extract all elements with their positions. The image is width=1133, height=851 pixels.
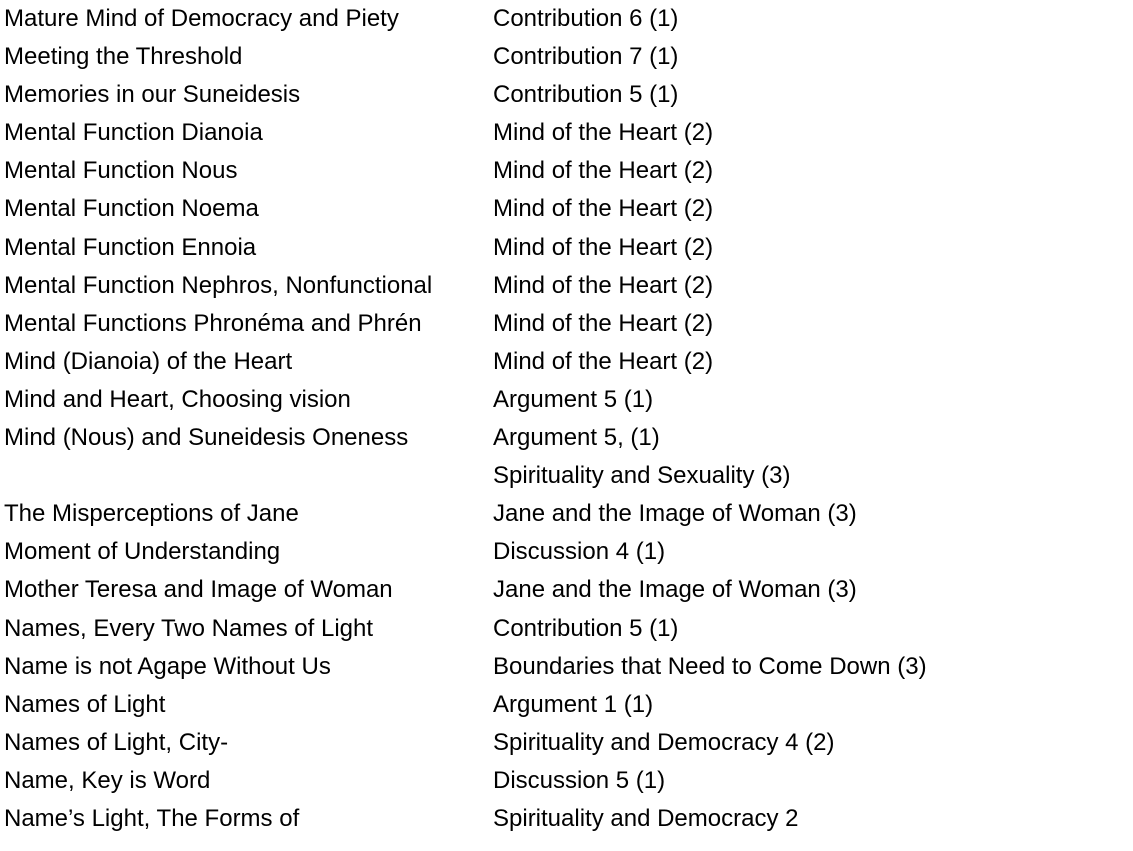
index-reference: Mind of the Heart (2) <box>493 195 714 223</box>
index-term: Names, Every Two Names of Light <box>4 614 374 642</box>
index-term: Name, Key is Word <box>4 766 211 794</box>
index-reference: Mind of the Heart (2) <box>493 157 714 185</box>
index-reference: Mind of the Heart (2) <box>493 309 714 337</box>
index-entry <box>4 419 1129 457</box>
index-entry <box>4 114 1129 152</box>
index-list <box>4 0 1129 838</box>
index-reference: Mind of the Heart (2) <box>493 347 714 375</box>
index-reference: Contribution 6 (1) <box>493 5 679 32</box>
index-entry <box>4 571 1129 609</box>
index-entry <box>4 457 1129 495</box>
index-term: Mental Function Ennoia <box>4 233 257 261</box>
index-entry <box>4 762 1129 800</box>
index-entry <box>4 229 1129 267</box>
index-term: Mind and Heart, Choosing vision <box>4 385 351 413</box>
index-reference: Discussion 5 (1) <box>493 766 666 794</box>
index-entry <box>4 38 1129 76</box>
index-term: Names of Light, City- <box>4 728 229 756</box>
index-reference: Argument 1 (1) <box>493 690 654 718</box>
index-entry <box>4 305 1129 343</box>
index-reference: Argument 5, (1) <box>493 424 660 452</box>
index-entry <box>4 267 1129 305</box>
index-term: Mental Function Nous <box>4 157 238 185</box>
index-reference: Contribution 7 (1) <box>493 43 679 71</box>
index-term: Mental Function Noema <box>4 195 259 223</box>
index-term: Name’s Light, The Forms of <box>4 804 300 832</box>
index-entry <box>4 724 1129 762</box>
index-entry <box>4 0 1129 38</box>
index-term: Mature Mind of Democracy and Piety <box>4 5 399 32</box>
index-entry <box>4 610 1129 648</box>
index-entry <box>4 152 1129 190</box>
index-term: Mind (Dianoia) of the Heart <box>4 347 293 375</box>
index-entry <box>4 190 1129 228</box>
index-entry <box>4 648 1129 686</box>
index-reference: Spirituality and Sexuality (3) <box>493 462 791 490</box>
index-entry <box>4 686 1129 724</box>
index-reference: Mind of the Heart (2) <box>493 271 714 299</box>
index-reference: Jane and the Image of Woman (3) <box>493 576 857 604</box>
index-reference: Boundaries that Need to Come Down (3) <box>493 652 927 680</box>
index-reference: Mind of the Heart (2) <box>493 233 714 261</box>
index-term: Meeting the Threshold <box>4 43 243 71</box>
index-entry <box>4 381 1129 419</box>
index-entry <box>4 495 1129 533</box>
index-term: Mind (Nous) and Suneidesis Oneness <box>4 424 409 452</box>
index-reference: Spirituality and Democracy 4 (2) <box>493 728 835 756</box>
index-term: Memories in our Suneidesis <box>4 81 301 109</box>
index-term: Mental Function Dianoia <box>4 119 263 147</box>
index-entry <box>4 343 1129 381</box>
index-term: Mother Teresa and Image of Woman <box>4 576 393 604</box>
index-term: Name is not Agape Without Us <box>4 652 331 680</box>
index-term: Mental Function Nephros, Nonfunctional <box>4 271 433 299</box>
index-term: Moment of Understanding <box>4 538 281 566</box>
index-entry <box>4 800 1129 838</box>
index-term: The Misperceptions of Jane <box>4 500 299 528</box>
index-reference: Discussion 4 (1) <box>493 538 666 566</box>
index-reference: Mind of the Heart (2) <box>493 119 714 147</box>
index-term: Names of Light <box>4 690 166 718</box>
index-reference: Contribution 5 (1) <box>493 81 679 109</box>
index-reference: Contribution 5 (1) <box>493 614 679 642</box>
index-entry <box>4 533 1129 571</box>
index-term <box>4 457 493 495</box>
index-term: Mental Functions Phronéma and Phrén <box>4 309 422 337</box>
index-reference: Argument 5 (1) <box>493 385 654 413</box>
index-entry <box>4 76 1129 114</box>
index-reference: Spirituality and Democracy 2 <box>493 804 799 832</box>
index-reference: Jane and the Image of Woman (3) <box>493 500 857 528</box>
